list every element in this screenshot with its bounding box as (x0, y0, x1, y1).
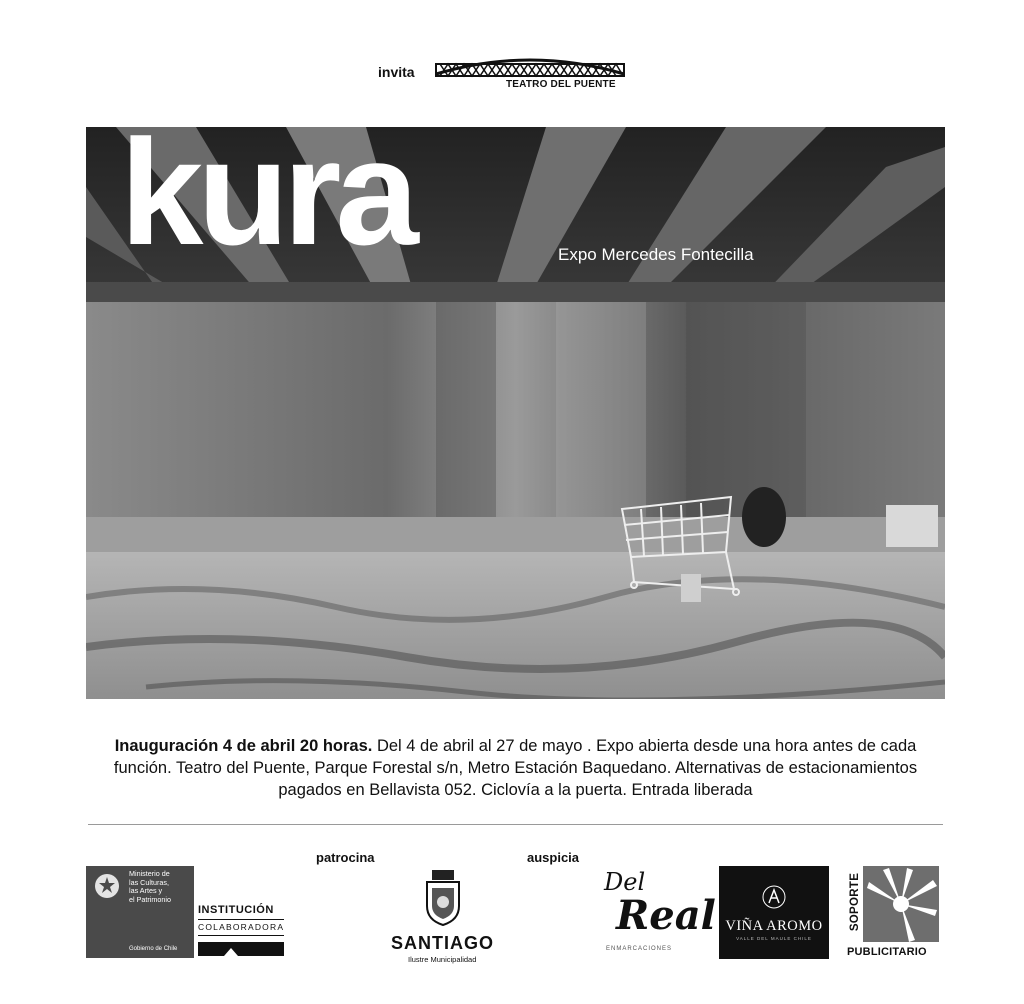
soporte-square (863, 866, 939, 942)
vina-emblem-icon (761, 884, 787, 910)
ministerio-line-1: Ministerio de (129, 869, 170, 878)
institucion-rule-2 (198, 935, 284, 936)
santiago-shield-icon (424, 870, 462, 926)
institucion-rule (198, 919, 284, 920)
delreal-sub: ENMARCACIONES (606, 946, 673, 952)
vina-aromo-logo (719, 866, 829, 959)
santiago-sub: Ilustre Municipalidad (408, 955, 477, 964)
institucion-line-2: COLABORADORA (198, 922, 285, 932)
gobierno-text: Gobierno de Chile (129, 946, 178, 952)
vina-name: VIÑA AROMO (725, 918, 823, 934)
teatro-name: TEATRO DEL PUENTE (506, 79, 616, 90)
institucion-line-1: INSTITUCIÓN (198, 904, 274, 916)
patrocina-label: patrocina (316, 850, 375, 865)
ministerio-text (129, 870, 193, 904)
invita-label: invita (378, 64, 415, 80)
chile-seal-icon (91, 870, 123, 902)
auspicia-label: auspicia (527, 850, 580, 865)
santiago-name: SANTIAGO (391, 933, 495, 953)
ministerio-line-3: las Artes y (129, 886, 163, 895)
soporte-publicitario-logo (846, 866, 940, 958)
soporte-bottom-text: PUBLICITARIO (847, 946, 927, 958)
ministerio-line-2: las Culturas, (129, 877, 169, 887)
inauguration-text: Inauguración 4 de abril 20 horas. (114, 737, 373, 755)
delreal-real: Real (616, 892, 716, 939)
poster-photo (86, 127, 945, 699)
institucion-colaboradora-logo (198, 898, 286, 958)
event-details-text: Del 4 de abril al 27 de mayo . Expo abierta desde una hora antes de cada función. Teatro del Puente, Parque Forestal s/n, Metro Estación Baquedano. Alternativas de estacionamientos pagados en Bellavista 052. Ciclovía a la puerta. Entrada liberada (113, 737, 918, 799)
poster-subtitle: Expo Mercedes Fontecilla (558, 245, 754, 264)
ministerio-line-4: el Patrimonio (129, 894, 171, 904)
poster-title: kura (120, 127, 413, 276)
soporte-vertical-text: SOPORTE (849, 872, 861, 932)
ministerio-logo (86, 866, 194, 958)
delreal-del: Del (604, 868, 646, 896)
institucion-mark-icon (198, 942, 284, 956)
vina-sub: VALLE DEL MAULE CHILE (736, 936, 812, 941)
event-description (86, 735, 945, 801)
delreal-logo (600, 866, 716, 958)
divider (88, 824, 943, 825)
soporte-star-icon (863, 866, 939, 942)
